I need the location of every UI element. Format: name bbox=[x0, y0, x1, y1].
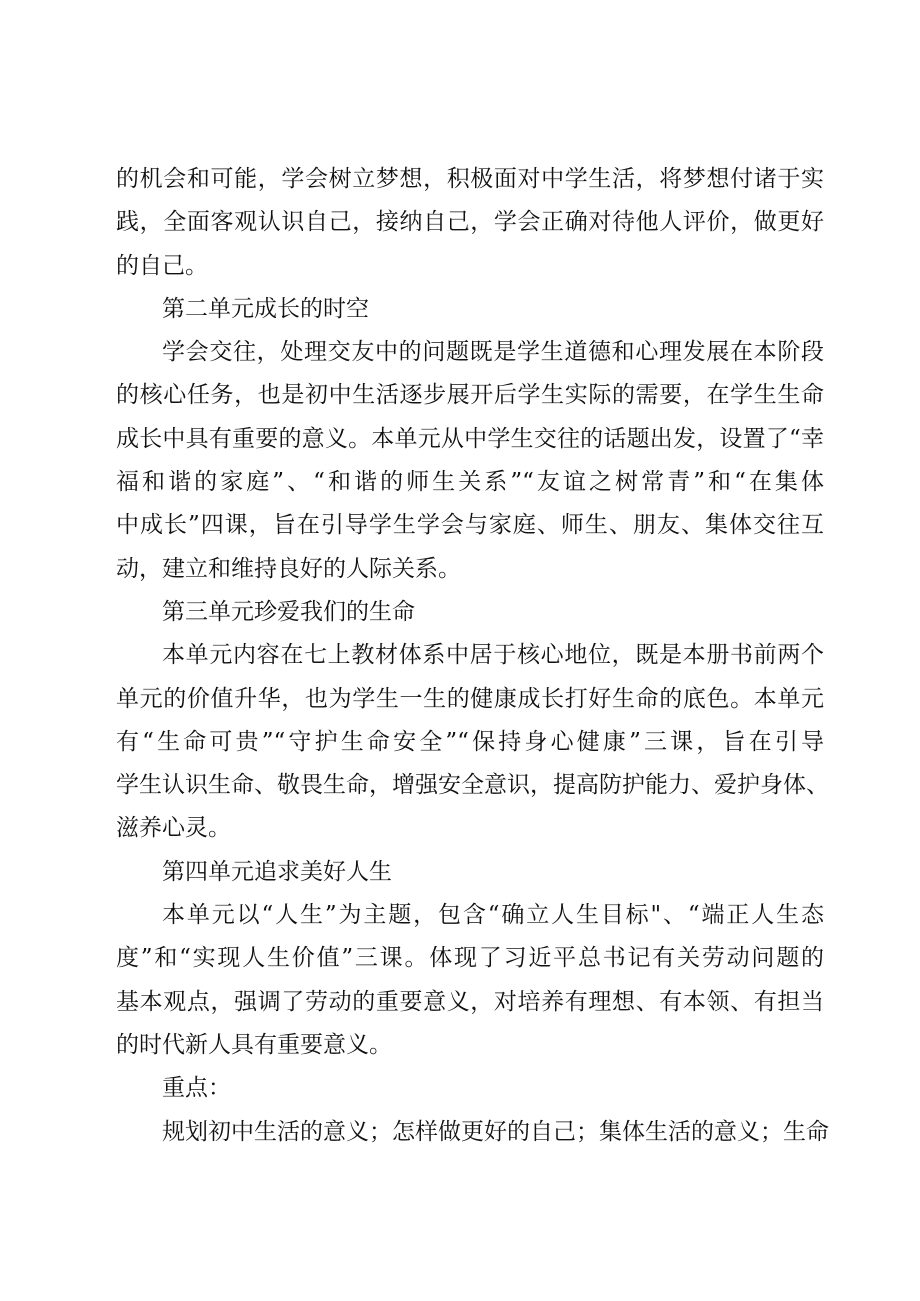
paragraph-line: 规划初中生活的意义；怎样做更好的自己；集体生活的意义；生命 bbox=[162, 1118, 829, 1145]
section-heading-unit-4: 第四单元追求美好人生 bbox=[162, 858, 392, 885]
body-text bbox=[116, 158, 829, 1154]
paragraph-line: 的时代新人具有重要意义。 bbox=[116, 1031, 392, 1058]
paragraph-line: 成长中具有重要的意义。本单元从中学生交往的话题出发，设置了“幸 bbox=[116, 425, 824, 452]
paragraph-line: 的自己。 bbox=[116, 252, 208, 279]
paragraph-line: 践，全面客观认识自己，接纳自己，学会正确对待他人评价，做更好 bbox=[116, 209, 824, 236]
paragraph-line: 本单元内容在七上教材体系中居于核心地位，既是本册书前两个 bbox=[162, 642, 824, 669]
section-heading-unit-3: 第三单元珍爱我们的生命 bbox=[162, 598, 415, 625]
paragraph-line: 学会交往，处理交友中的问题既是学生道德和心理发展在本阶段 bbox=[162, 339, 824, 366]
paragraph-line: 的机会和可能，学会树立梦想，积极面对中学生活，将梦想付诸于实 bbox=[116, 166, 824, 192]
paragraph-line: 动，建立和维持良好的人际关系。 bbox=[116, 555, 461, 582]
paragraph-line: 单元的价值升华，也为学生一生的健康成长打好生命的底色。本单元 bbox=[116, 685, 824, 712]
paragraph-line: 有“生命可贵”“守护生命安全”“保持身心健康”三课，旨在引导 bbox=[116, 728, 824, 755]
paragraph-line: 度”和“实现人生价值”三课。体现了习近平总书记有关劳动问题的 bbox=[116, 945, 824, 972]
paragraph-line: 本单元以“人生”为主题，包含“确立人生目标"、“端正人生态 bbox=[162, 902, 824, 929]
paragraph-line: 的核心任务，也是初中生活逐步展开后学生实际的需要，在学生生命 bbox=[116, 382, 824, 409]
paragraph-line: 滋养心灵。 bbox=[116, 815, 231, 842]
paragraph-line: 基本观点，强调了劳动的重要意义，对培养有理想、有本领、有担当 bbox=[116, 988, 824, 1015]
paragraph-line: 福和谐的家庭”、“和谐的师生关系”“友谊之树常青”和“在集体 bbox=[116, 469, 824, 496]
paragraph-line: 中成长”四课，旨在引导学生学会与家庭、师生、朋友、集体交往互 bbox=[116, 512, 824, 539]
key-points-heading: 重点： bbox=[162, 1075, 231, 1102]
paragraph-line: 学生认识生命、敬畏生命，增强安全意识，提高防护能力、爱护身体、 bbox=[116, 772, 829, 799]
section-heading-unit-2: 第二单元成长的时空 bbox=[162, 295, 369, 322]
